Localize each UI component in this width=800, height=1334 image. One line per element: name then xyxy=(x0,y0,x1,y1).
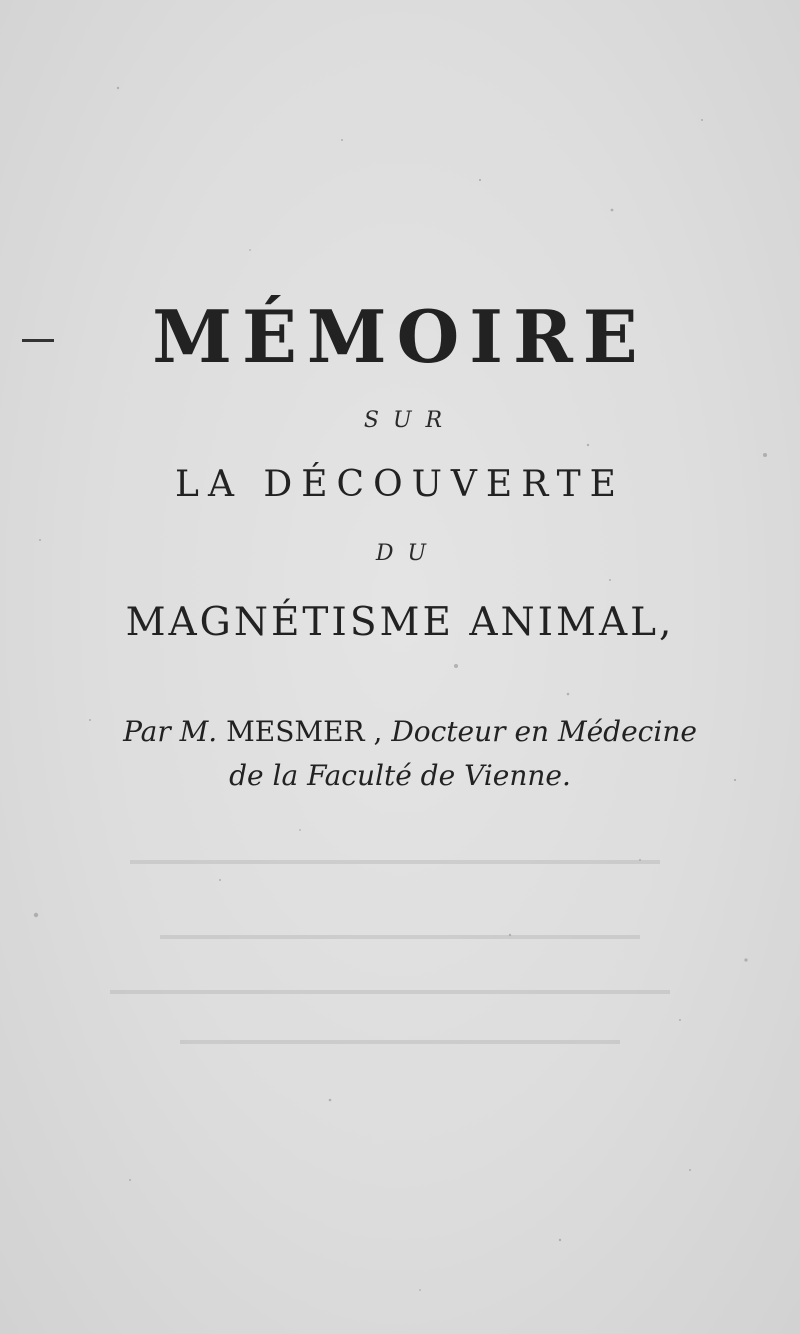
main-title: MÉMOIRE xyxy=(152,294,648,379)
subtitle-line-1: LA DÉCOUVERTE xyxy=(175,464,625,505)
connector-du: DU xyxy=(375,541,441,566)
author-name: MESMER xyxy=(226,715,365,748)
byline-separator: , xyxy=(373,715,383,748)
byline xyxy=(10,712,800,752)
byline-prefix: Par M. xyxy=(123,715,218,748)
author-credential: Docteur en Médecine xyxy=(391,715,697,748)
author-affiliation: de la Faculté de Vienne. xyxy=(229,759,571,792)
subtitle-line-2: MAGNÉTISME ANIMAL, xyxy=(125,600,675,645)
connector-sur: SUR xyxy=(363,408,457,433)
